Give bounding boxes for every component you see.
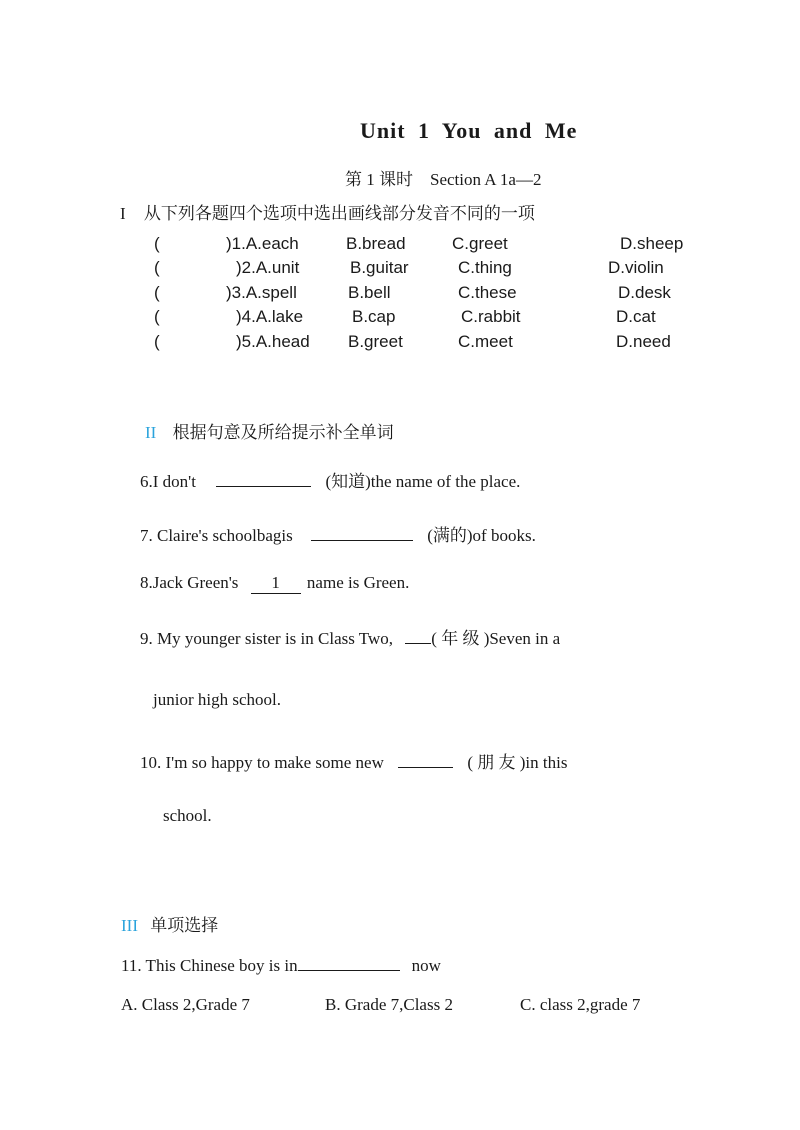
- section-2-title: 根据句意及所给提示补全单词: [172, 423, 394, 442]
- question-6-hint: (知道)the name of the place.: [325, 472, 521, 491]
- answer-blank[interactable]: [398, 751, 453, 768]
- question-10-continued: school.: [163, 806, 212, 825]
- answer-blank[interactable]: [298, 954, 400, 971]
- page-title: Unit 1 You and Me: [360, 118, 578, 143]
- question-8-after: name is Green.: [306, 573, 410, 592]
- option-a: )4.A.lake: [236, 307, 304, 326]
- question-7: [140, 521, 536, 546]
- option-a: )1.A.each: [226, 234, 299, 253]
- question-6: [140, 467, 520, 492]
- option-b: B.greet: [348, 332, 403, 351]
- option-b: B.bread: [346, 234, 406, 253]
- option-b: B.cap: [352, 307, 396, 326]
- question-9: [140, 624, 560, 649]
- question-10-text: 10. I'm so happy to make some new: [140, 753, 384, 772]
- option-d: D.cat: [616, 307, 656, 326]
- question-11-after: now: [411, 956, 441, 975]
- option-a: )3.A.spell: [226, 283, 297, 302]
- question-7-hint: (满的)of books.: [427, 526, 536, 545]
- option-d: D.desk: [618, 283, 671, 302]
- answer-paren[interactable]: (: [154, 283, 160, 302]
- section-1-title: 从下列各题四个选项中选出画线部分发音不同的一项: [143, 204, 535, 223]
- section-3-title: 单项选择: [150, 916, 219, 935]
- section-3-heading: [121, 911, 218, 936]
- question-8-text: 8.Jack Green's: [140, 573, 239, 592]
- option-d: D.violin: [608, 258, 664, 277]
- answer-paren[interactable]: (: [154, 307, 160, 326]
- answer-blank[interactable]: [311, 524, 413, 541]
- question-11-option-b[interactable]: B. Grade 7,Class 2: [325, 995, 453, 1014]
- option-d: D.sheep: [620, 234, 684, 253]
- option-d: D.need: [616, 332, 671, 351]
- question-11-option-a[interactable]: A. Class 2,Grade 7: [121, 995, 250, 1014]
- answer-blank[interactable]: [405, 627, 431, 644]
- question-9-hint: ( 年 级 )Seven in a: [431, 629, 561, 648]
- option-c: C.thing: [458, 258, 512, 277]
- question-9-continued: junior high school.: [153, 690, 281, 709]
- section-1-heading: [120, 199, 535, 224]
- question-10-hint: ( 朋 友 )in this: [467, 753, 568, 772]
- question-6-text: 6.I don't: [140, 472, 196, 491]
- option-b: B.bell: [348, 283, 391, 302]
- question-11-text: 11. This Chinese boy is in: [121, 956, 298, 975]
- answer-paren[interactable]: (: [154, 258, 160, 277]
- option-a: )5.A.head: [236, 332, 310, 351]
- answer-paren[interactable]: (: [154, 234, 160, 253]
- option-c: C.meet: [458, 332, 513, 351]
- section-2-heading: [145, 418, 394, 443]
- option-c: C.greet: [452, 234, 508, 253]
- question-11: [121, 954, 441, 976]
- answer-blank[interactable]: [216, 470, 311, 487]
- lesson-subtitle: 第 1 课时 Section A 1a—2: [345, 170, 542, 189]
- option-c: C.these: [458, 283, 517, 302]
- option-c: C.rabbit: [461, 307, 521, 326]
- answer-paren[interactable]: (: [154, 332, 160, 351]
- question-10: [140, 748, 567, 773]
- question-11-option-c[interactable]: C. class 2,grade 7: [520, 995, 641, 1014]
- option-b: B.guitar: [350, 258, 409, 277]
- section-2-numeral: II: [145, 423, 157, 442]
- question-9-text: 9. My younger sister is in Class Two,: [140, 629, 394, 648]
- question-7-text: 7. Claire's schoolbagis: [140, 526, 293, 545]
- section-1-numeral: I: [120, 204, 126, 223]
- answer-blank-filled[interactable]: 1: [251, 573, 301, 594]
- option-a: )2.A.unit: [236, 258, 300, 277]
- question-8: [140, 573, 409, 594]
- section-3-numeral: III: [121, 916, 138, 935]
